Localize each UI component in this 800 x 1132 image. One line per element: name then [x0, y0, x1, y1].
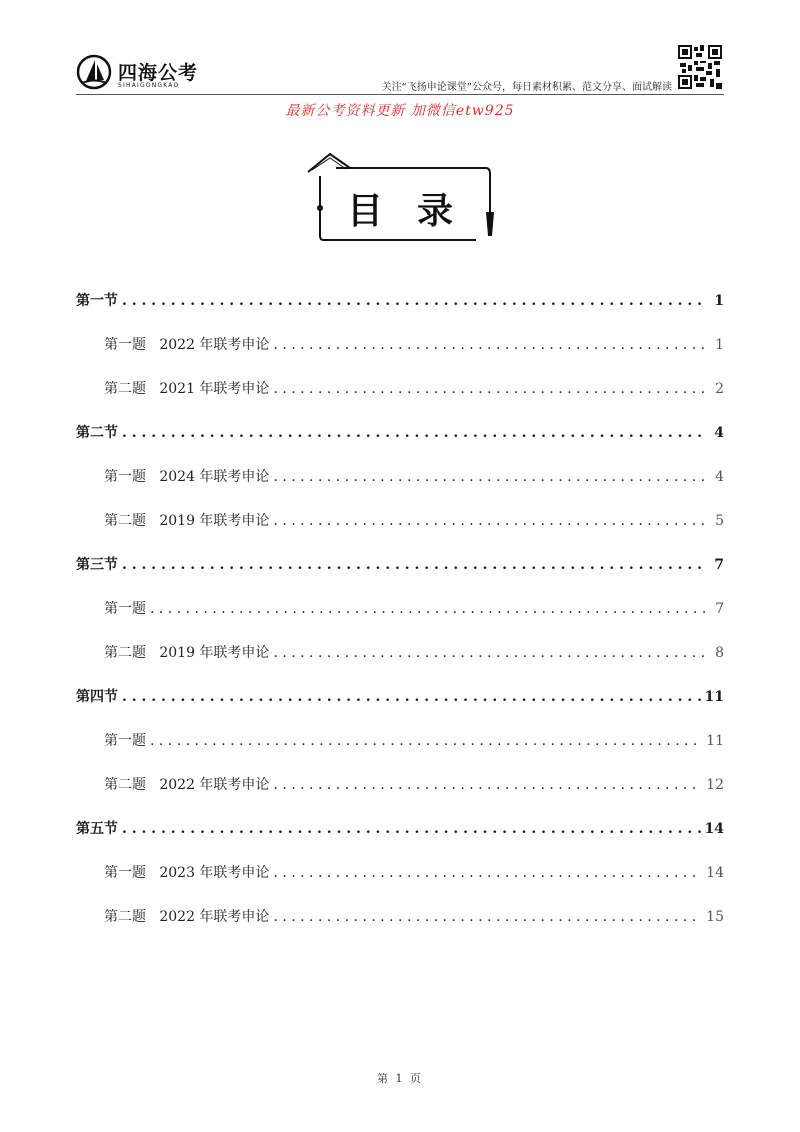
brand-logo — [76, 52, 206, 96]
toc-entry-label: 第一节 — [76, 293, 118, 309]
toc-section-entry[interactable] — [76, 422, 724, 466]
toc-question-entry[interactable] — [76, 862, 724, 906]
qr-code-icon — [678, 45, 722, 89]
toc-dot-leader — [273, 777, 702, 793]
toc-question-entry[interactable] — [76, 598, 724, 642]
toc-dot-leader — [150, 601, 706, 617]
page-title: 目录 — [346, 191, 487, 232]
toc-dot-leader — [122, 557, 706, 573]
toc-entry-label: 第一题 — [104, 733, 146, 749]
toc-dot-leader — [273, 865, 702, 881]
toc-dot-leader — [273, 909, 702, 925]
toc-entry-page: 1 — [715, 337, 724, 353]
toc-section-entry[interactable] — [76, 818, 724, 862]
toc-section-entry[interactable] — [76, 554, 724, 598]
toc-entry-label: 第一题 2022 年联考申论 — [104, 337, 270, 353]
toc-section-entry[interactable] — [76, 290, 724, 334]
toc-question-entry[interactable] — [76, 642, 724, 686]
toc-entry-page: 8 — [715, 645, 724, 661]
toc-dot-leader — [122, 293, 706, 309]
toc-question-entry[interactable] — [76, 378, 724, 422]
toc-entry-page: 2 — [715, 381, 724, 397]
toc-dot-leader — [122, 689, 701, 705]
toc-entry-page: 4 — [714, 425, 724, 441]
toc-entry-label: 第五节 — [76, 821, 118, 837]
toc-entry-page: 5 — [715, 513, 724, 529]
toc-dot-leader — [273, 469, 706, 485]
toc-entry-label: 第二题 2022 年联考申论 — [104, 909, 270, 925]
toc-entry-label: 第二节 — [76, 425, 118, 441]
page-number: 第 1 页 — [377, 1072, 423, 1085]
header-divider — [76, 94, 724, 95]
toc-question-entry[interactable] — [76, 906, 724, 950]
brand-name: 四海公考 — [118, 62, 199, 84]
promo-banner: 最新公考资料更新 加微信etw925 — [285, 103, 515, 119]
toc-entry-page: 12 — [706, 777, 724, 793]
toc-entry-label: 第四节 — [76, 689, 118, 705]
toc-question-entry[interactable] — [76, 730, 724, 774]
toc-dot-leader — [122, 425, 706, 441]
toc-entry-label: 第二题 2019 年联考申论 — [104, 645, 270, 661]
toc-entry-label: 第一题 2023 年联考申论 — [104, 865, 270, 881]
toc-entry-label: 第二题 2019 年联考申论 — [104, 513, 270, 529]
toc-entry-page: 7 — [714, 557, 724, 573]
toc-entry-label: 第一题 2024 年联考申论 — [104, 469, 270, 485]
toc-entry-page: 11 — [706, 733, 724, 749]
toc-dot-leader — [150, 733, 702, 749]
toc-dot-leader — [273, 381, 706, 397]
toc-entry-page: 15 — [706, 909, 724, 925]
toc-entry-page: 1 — [714, 293, 724, 309]
toc-dot-leader — [273, 645, 706, 661]
toc-section-entry[interactable] — [76, 686, 724, 730]
toc-question-entry[interactable] — [76, 466, 724, 510]
toc-dot-leader — [273, 337, 706, 353]
toc-entry-page: 14 — [706, 865, 724, 881]
toc-question-entry[interactable] — [76, 510, 724, 554]
toc-entry-label: 第三节 — [76, 557, 118, 573]
toc-question-entry[interactable] — [76, 334, 724, 378]
toc-dot-leader — [122, 821, 701, 837]
toc-entry-label: 第二题 2021 年联考申论 — [104, 381, 270, 397]
brand-subtitle: SIHAIGONGKAO — [118, 82, 180, 89]
table-of-contents — [76, 290, 724, 950]
toc-entry-label: 第二题 2022 年联考申论 — [104, 777, 270, 793]
toc-entry-page: 4 — [715, 469, 724, 485]
toc-entry-page: 14 — [704, 821, 724, 837]
toc-dot-leader — [273, 513, 706, 529]
header-tagline: 关注“飞扬申论课堂”公众号，每日素材积累、范文分享、面试解读 — [381, 82, 672, 93]
toc-question-entry[interactable] — [76, 774, 724, 818]
toc-entry-page: 11 — [704, 689, 724, 705]
toc-entry-label: 第一题 — [104, 601, 146, 617]
sail-logo-icon — [76, 54, 112, 90]
toc-entry-page: 7 — [715, 601, 724, 617]
